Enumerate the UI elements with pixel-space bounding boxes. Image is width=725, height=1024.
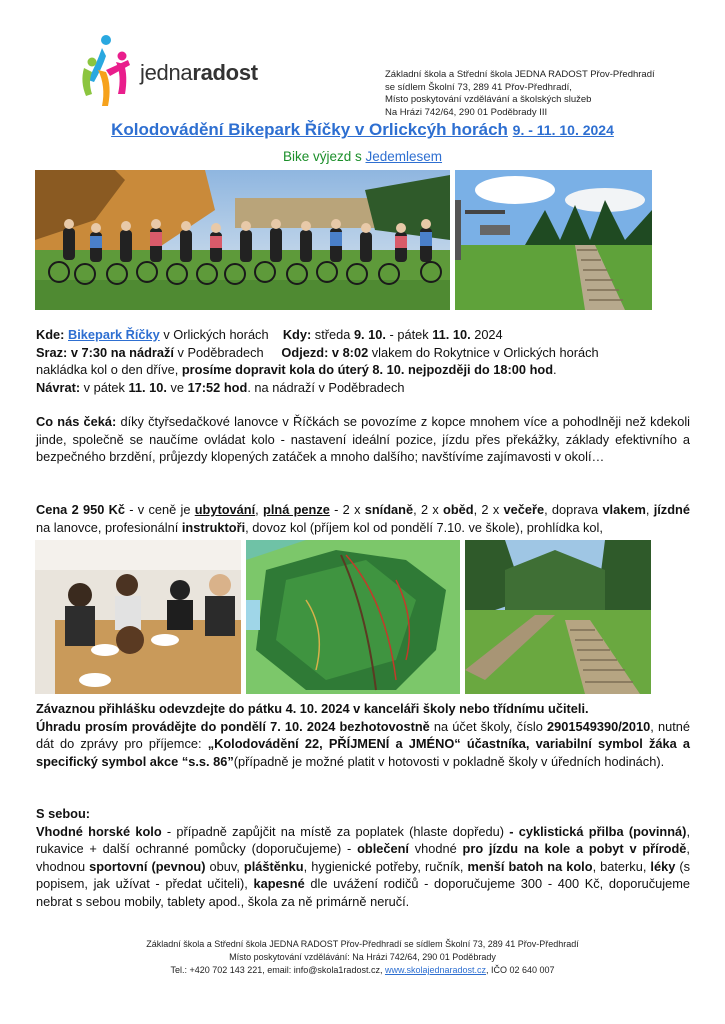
kde-kdy-line: Kde: Bikepark Říčky v Orlických horách Kdy: středa 9. 10. - pátek 11. 10. 2024 bbox=[36, 327, 503, 342]
nakladka-line: nakládka kol o den dříve, prosíme dopravit kola do úterý 8. 10. nejpozději do 18:00 hod. bbox=[36, 362, 557, 377]
school-logo bbox=[78, 30, 298, 110]
school-website-link[interactable]: www.skolajednaradost.cz bbox=[384, 965, 487, 975]
prihlaska-paragraph: Závaznou přihlášku odevzdejte do pátku 4. 10. 2024 v kanceláři školy nebo třídnímu učiteli. Úhradu prosím provádějte do pondělí 7. 10. 2024 bezhotovostně na účet školy, číslo 2901549390/2010, nutné dát do zprávy pro příjemce: „Kolodovádění 22, PŘÍJMENÍ a JMÉNO“ účastníka, variabilní symbol žáka a specifický symbol akce “s.s. 86”(případně je možné platit v hotovosti v pokladně školy v úředních hodinách). bbox=[36, 701, 690, 769]
dining-photo bbox=[35, 540, 241, 694]
title-link[interactable]: Kolodovádění Bikepark Říčky v Orlickcýh horách bbox=[111, 120, 508, 139]
s-sebou-section: S sebou: Vhodné horské kolo - případně zapůjčit na místě za poplatek (hlaste dopředu) - cyklistická přilba (povinná), rukavice + další ochranné pomůcky (doporučujeme) - oblečení vhodné pro jízdu na kole a pobyt v přírodě, vhodnou sportovní (pevnou) obuv, pláštěnku, hygienické potřeby, ručník, menší batoh na kolo, baterku, léky (s popisem, jak užívat - předat učiteli), kapesné dle uvážení rodičů - doporučujeme 300 - 400 Kč, doporučujeme nebrat s sebou mobily, tablety apod., škola za ně primárně neručí. bbox=[36, 806, 691, 909]
subtitle: Bike výjezd s Jedemlesem bbox=[282, 149, 443, 164]
bikepark-ricky-link[interactable]: Bikepark Říčky bbox=[68, 327, 160, 342]
page-footer: Základní škola a Střední škola JEDNA RADOST Přov-Předhradí se sídlem Školní 73, 289 41 Přov-Předhradí Místo poskytování vzdělávání: Na Hrázi 742/64, 290 01 Poděbrady Tel.: +420 702 143 221, email: info@skola1radost.cz, www.skolajednaradost.cz, IČO 02 640 007 bbox=[146, 939, 579, 975]
co-nas-ceka-paragraph: Co nás čeká: díky čtyřsedačkové lanovce v Říčkách se povozíme z kopce mnohem více a pohodlněji než kdekoli jinde, společně se naučíme ovládat kolo - nastavení ideální pozice, jízdu přes překážky, základy efektivního a bezpečného brzdění, průjezdy klopených zatáček a mnoho dalšího; navštívíme zajímavosti v okolí… bbox=[36, 414, 690, 464]
logo-wordmark: jednaradost bbox=[140, 60, 258, 85]
trip-info bbox=[36, 326, 690, 396]
navrat-line: Návrat: v pátek 11. 10. ve 17:52 hod. na nádraží v Poděbradech bbox=[36, 379, 405, 395]
jedemlesem-link[interactable]: Jedemlesem bbox=[365, 149, 443, 164]
jednaradost-figures-icon bbox=[78, 30, 138, 110]
wooden-ramps-photo bbox=[465, 540, 651, 694]
bikepark-map-photo bbox=[246, 540, 460, 694]
group-cyclists-photo bbox=[35, 170, 450, 310]
title-dates: 9. - 11. 10. 2024 bbox=[512, 122, 614, 138]
page-title bbox=[0, 120, 725, 140]
chairlift-ramp-photo bbox=[455, 170, 652, 310]
school-address: Základní škola a Střední škola JEDNA RADOST Přov-Předhradí se sídlem Školní 73, 289 41 Přov-Předhradí, Místo poskytování vzdělávání a školských služeb Na Hrázi 742/64, 290 01 Poděbrady III bbox=[385, 69, 655, 118]
cena-paragraph: Cena 2 950 Kč - v ceně je ubytování, plná penze - 2 x snídaně, 2 x oběd, 2 x večeře, doprava vlakem, jízdné na lanovce, profesionální instruktoři, dovoz kol (příjem kol od pondělí 7.10. ve škole), prohlídka kol, bbox=[36, 502, 690, 535]
sraz-line: Sraz: v 7:30 na nádraží v Poděbradech Odjezd: v 8:02 vlakem do Rokytnice v Orlických horách bbox=[36, 344, 599, 360]
